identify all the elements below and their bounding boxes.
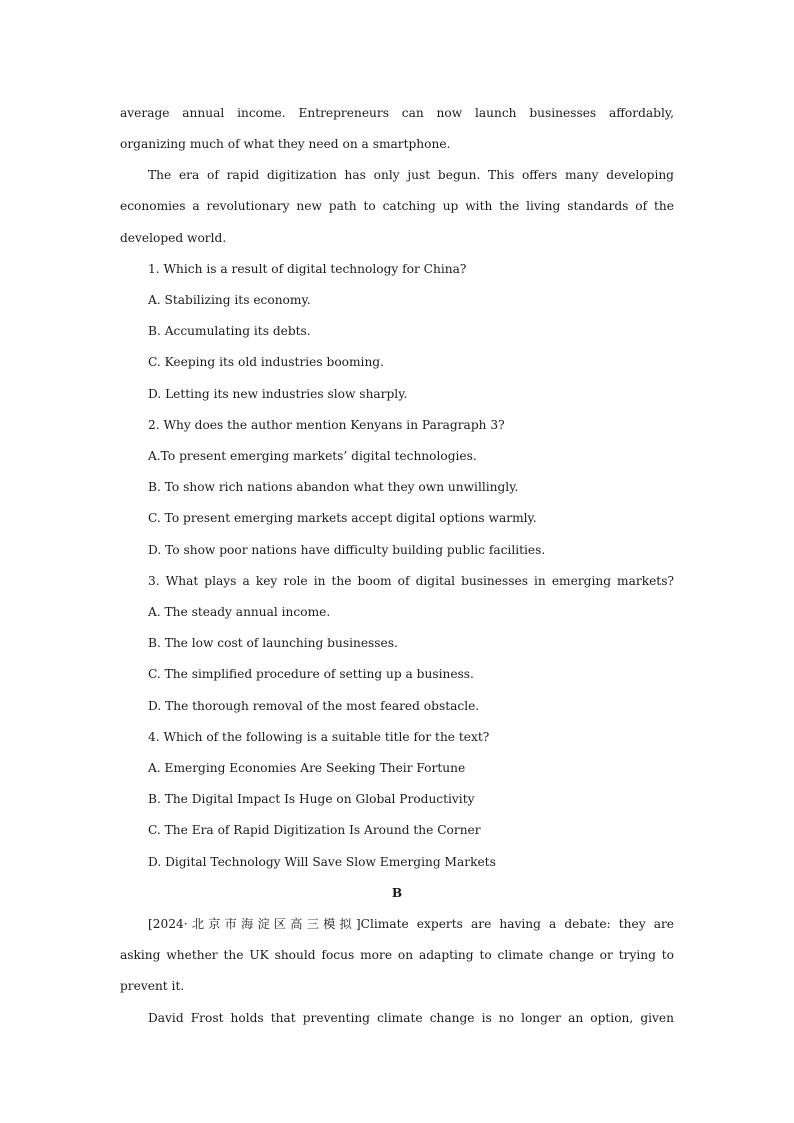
paragraph-line: average annual income. Entrepreneurs can now launch businesses affordably, (120, 106, 674, 120)
answer-option: C. To present emerging markets accept digital options warmly. (148, 511, 537, 525)
question-stem: 1. Which is a result of digital technology for China? (148, 262, 467, 276)
paragraph-line: prevent it. (120, 979, 185, 993)
section-heading: B (391, 886, 403, 900)
answer-option: D. Letting its new industries slow sharply. (148, 387, 408, 401)
paragraph-line: organizing much of what they need on a smartphone. (120, 137, 451, 151)
answer-option: D. To show poor nations have difficulty building public facilities. (148, 543, 546, 557)
answer-option: B. To show rich nations abandon what they own unwillingly. (148, 480, 519, 494)
paragraph-line: economies a revolutionary new path to catching up with the living standards of the (120, 199, 674, 213)
answer-option: B. The Digital Impact Is Huge on Global Productivity (148, 792, 475, 806)
question-stem: 2. Why does the author mention Kenyans in Paragraph 3? (148, 418, 505, 432)
answer-option: D. The thorough removal of the most feared obstacle. (148, 699, 480, 713)
paragraph-line: developed world. (120, 231, 227, 245)
question-stem: 4. Which of the following is a suitable title for the text? (148, 730, 490, 744)
answer-option: A. The steady annual income. (148, 605, 331, 619)
answer-option: A. Emerging Economies Are Seeking Their Fortune (148, 761, 466, 775)
answer-option: A. Stabilizing its economy. (148, 293, 311, 307)
paragraph-line: The era of rapid digitization has only just begun. This offers many developing (148, 168, 674, 182)
answer-option: A.To present emerging markets’ digital technologies. (148, 449, 477, 463)
answer-option: C. The simplified procedure of setting up a business. (148, 667, 474, 681)
question-stem: 3. What plays a key role in the boom of digital businesses in emerging markets? (148, 574, 674, 588)
answer-option: C. The Era of Rapid Digitization Is Around the Corner (148, 823, 481, 837)
answer-option: C. Keeping its old industries booming. (148, 355, 384, 369)
paragraph-line: [2024·北京市海淀区高三模拟]Climate experts are having a debate: they are (148, 917, 674, 931)
answer-option: B. The low cost of launching businesses. (148, 636, 398, 650)
answer-option: D. Digital Technology Will Save Slow Emerging Markets (148, 855, 496, 869)
paragraph-line: asking whether the UK should focus more on adapting to climate change or trying to (120, 948, 674, 962)
answer-option: B. Accumulating its debts. (148, 324, 311, 338)
paragraph-line: David Frost holds that preventing climate change is no longer an option, given (148, 1011, 674, 1025)
